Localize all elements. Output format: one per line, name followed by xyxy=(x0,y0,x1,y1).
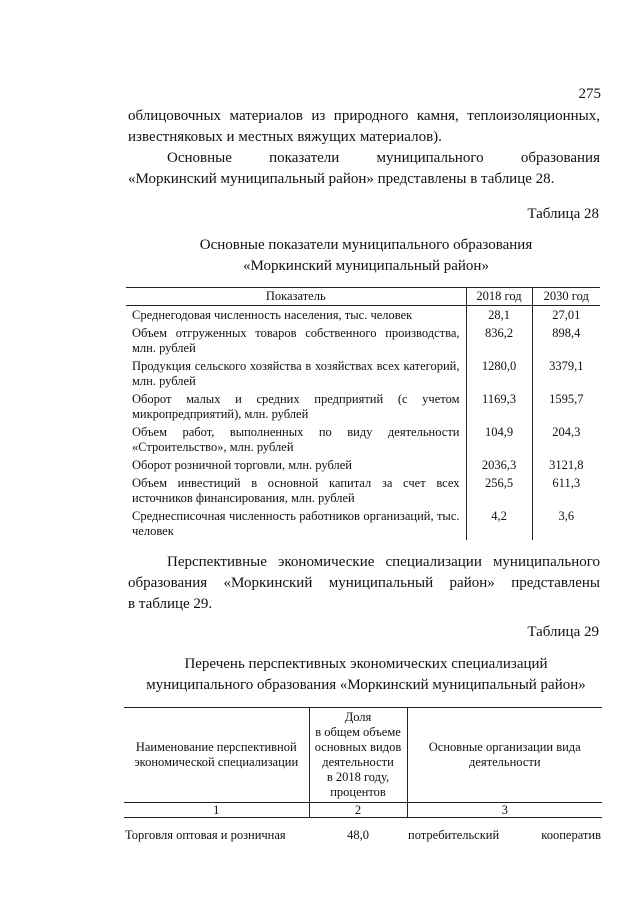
specializations-table xyxy=(124,707,602,844)
header-col1-line-1: Наименование перспективной xyxy=(135,740,297,754)
indicator-name: Продукция сельского хозяйства в хозяйствах всех категорий, млн. рублей xyxy=(132,359,460,388)
table28-caption: Таблица 28 xyxy=(527,206,599,222)
header-col2-line-3: основных видов xyxy=(314,740,402,754)
value-2018: 1280,0 xyxy=(466,357,532,390)
indicator-name: Объем отгруженных товаров собственного производства, млн. рублей xyxy=(132,326,460,355)
intro-line-2: известняковых и местных вяжущих материалов). xyxy=(128,129,442,145)
value-2030: 204,3 xyxy=(532,423,600,456)
table29-title-line-1: Перечень перспективных экономических специализаций xyxy=(184,656,548,672)
header-col3-line-1: Основные организации вида xyxy=(428,740,581,754)
table29-caption: Таблица 29 xyxy=(527,624,599,640)
value-2030: 3,6 xyxy=(532,507,600,540)
value-2030: 3379,1 xyxy=(532,357,600,390)
table-row xyxy=(126,306,600,325)
header-col1-line-2: экономической специализации xyxy=(134,755,299,769)
column-number-3: 3 xyxy=(407,803,602,818)
intro-paragraph xyxy=(128,106,600,190)
intro-line-4: «Моркинский муниципальный район» представлены в таблице 28. xyxy=(128,171,555,187)
header-col2-line-5: в 2018 году, xyxy=(326,770,390,784)
table-row xyxy=(126,507,600,540)
value-2030: 3121,8 xyxy=(532,456,600,474)
organization-text-1: потребительский xyxy=(408,828,500,842)
table-row xyxy=(126,423,600,456)
header-2030: 2030 год xyxy=(532,288,600,306)
table-row xyxy=(124,818,602,845)
table-row xyxy=(126,357,600,390)
mid-line-1: Перспективные экономические специализации муниципального xyxy=(167,554,600,570)
column-number-1: 1 xyxy=(124,803,309,818)
table-row xyxy=(126,390,600,423)
table28-title-line-2: «Моркинский муниципальный район» xyxy=(243,258,489,274)
table28-title-line-1: Основные показатели муниципального образования xyxy=(199,237,533,253)
header-2018: 2018 год xyxy=(466,288,532,306)
header-organizations xyxy=(407,708,602,803)
value-2030: 1595,7 xyxy=(532,390,600,423)
table28-title xyxy=(110,235,622,277)
header-share xyxy=(309,708,407,803)
share-value: 48,0 xyxy=(347,828,369,842)
value-2018: 28,1 xyxy=(466,306,532,325)
intro-line-1: облицовочных материалов из природного камня, теплоизоляционных, xyxy=(128,108,600,124)
mid-paragraph xyxy=(128,552,600,615)
header-col2-line-4: деятельности xyxy=(322,755,394,769)
header-col2-line-1: Доля xyxy=(344,710,372,724)
indicator-name: Объем инвестиций в основной капитал за счет всех источников финансирования, млн. рублей xyxy=(132,476,460,505)
value-2030: 27,01 xyxy=(532,306,600,325)
indicator-name: Оборот розничной торговли, млн. рублей xyxy=(132,458,352,472)
value-2018: 1169,3 xyxy=(466,390,532,423)
header-col2-line-6: процентов xyxy=(330,785,386,799)
organization-text-2: кооператив xyxy=(541,828,601,842)
value-2030: 898,4 xyxy=(532,324,600,357)
value-2030: 611,3 xyxy=(532,474,600,507)
value-2018: 2036,3 xyxy=(466,456,532,474)
page-number: 275 xyxy=(578,86,601,102)
table29-title xyxy=(110,654,622,696)
table-row xyxy=(126,474,600,507)
table-row xyxy=(126,456,600,474)
indicator-name: Объем работ, выполненных по виду деятельности «Строительство», млн. рублей xyxy=(132,425,460,454)
header-indicator: Показатель xyxy=(126,288,466,306)
value-2018: 836,2 xyxy=(466,324,532,357)
mid-line-3: в таблице 29. xyxy=(128,596,213,612)
table-row xyxy=(126,324,600,357)
organization-cell xyxy=(407,818,602,845)
indicator-name: Среднесписочная численность работников организаций, тыс. человек xyxy=(132,509,460,538)
header-col3-line-2: деятельности xyxy=(468,755,541,769)
indicator-name: Оборот малых и средних предприятий (с учетом микропредприятий), млн. рублей xyxy=(132,392,460,421)
indicators-table xyxy=(126,287,600,540)
header-col2-line-2: в общем объеме xyxy=(315,725,401,739)
indicator-name: Среднегодовая численность населения, тыс. человек xyxy=(132,308,413,322)
column-number-row xyxy=(124,803,602,818)
table29-title-line-2: муниципального образования «Моркинский муниципальный район» xyxy=(146,677,586,693)
value-2018: 4,2 xyxy=(466,507,532,540)
value-2018: 104,9 xyxy=(466,423,532,456)
column-number-2: 2 xyxy=(309,803,407,818)
specialization-name: Торговля оптовая и розничная xyxy=(125,828,286,842)
intro-line-3: Основные показатели муниципального образования xyxy=(167,150,600,166)
value-2018: 256,5 xyxy=(466,474,532,507)
header-specialization xyxy=(124,708,309,803)
mid-line-2: образования «Моркинский муниципальный район» представлены xyxy=(128,575,600,591)
